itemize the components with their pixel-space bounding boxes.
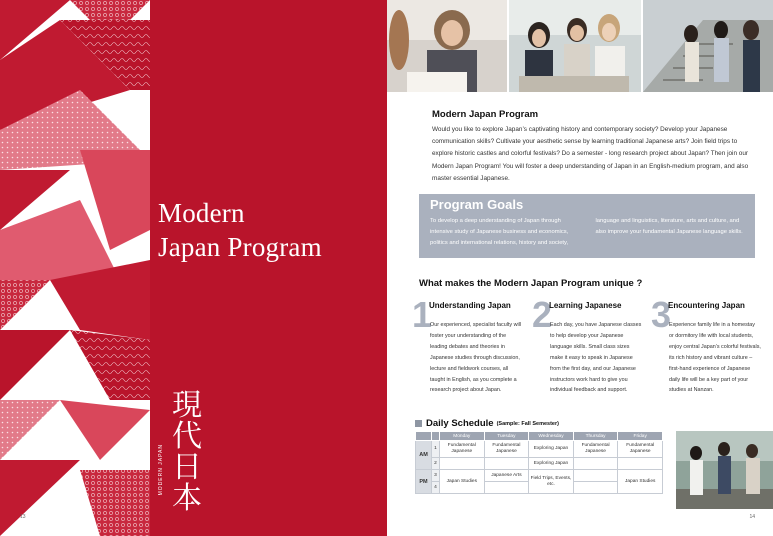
schedule-heading — [415, 418, 559, 429]
schedule-cell: Japan Studies — [440, 470, 485, 494]
feature-title: Encountering Japan — [668, 301, 745, 310]
schedule-table — [415, 431, 663, 494]
intro-paragraph: Would you like to explore Japan’s captivating history and contemporary society? Develop your Japanese communication skills? Cultivate your aesthetic sense by learning traditional Japanese arts? Join field trips to explore historic castles and colorful festivals? Do a semester - long research project about Japan? Then join our Modern Japan Program! You will foster a deep understanding of Japan in an English-medium program, and also master essential Japanese. — [432, 126, 749, 182]
day-header: Thursday — [573, 432, 618, 441]
right-page — [387, 0, 773, 536]
square-bullet-icon — [415, 420, 422, 427]
unique-heading: What makes the Modern Japan Program unique ? — [419, 278, 643, 289]
title-line-1: Modern — [158, 198, 245, 228]
schedule-corner — [416, 432, 432, 441]
feature-text: Our experienced, specialist faculty will foster your understanding of the leading debates and theories in Japanese studies through discussion, lecture and fieldwork courses, all taught in English, as you complete a research project about Japan. — [430, 322, 522, 394]
program-goals-text: To develop a deep understanding of Japan through intensive study of Japanese business and economics, politics and international relations, history and society, language and linguistics, literature, arts and culture, and also improve your fundamental Japanese language skills. — [430, 218, 743, 246]
feature-text: Experience family life in a homestay or dormitory life with local students, enjoy central Japan’s colorful festivals, its rich history and vibrant culture – first-hand experience of Japanese daily life will be a key part of your studies at Nanzan. — [669, 322, 761, 394]
schedule-cell: Field Trips, Events, etc. — [529, 470, 574, 494]
page-number-right: 14 — [749, 514, 755, 520]
day-header: Wednesday — [529, 432, 574, 441]
period-number: 3 — [432, 470, 440, 482]
photo-students-stairs — [643, 0, 773, 92]
japanese-title-romaji: MODERN JAPAN — [158, 444, 164, 496]
feature-title: Learning Japanese — [549, 301, 622, 310]
triangle-pattern-graphic — [0, 0, 150, 536]
feature-number: 1 — [412, 294, 433, 335]
table-row — [416, 458, 663, 470]
feature-title: Understanding Japan — [429, 301, 511, 310]
table-row — [416, 441, 663, 458]
am-label: AM — [416, 441, 432, 470]
schedule-cell — [573, 458, 618, 470]
schedule-header-row — [416, 432, 663, 441]
schedule-cell — [573, 470, 618, 482]
schedule-title: Daily Schedule — [426, 418, 494, 429]
table-row — [416, 470, 663, 482]
feature-number: 2 — [532, 294, 553, 335]
page-number-left: 13 — [20, 514, 26, 520]
day-header: Friday — [618, 432, 663, 441]
schedule-cell: Exploring Japan — [529, 441, 574, 458]
day-header: Tuesday — [484, 432, 529, 441]
schedule-cell — [618, 458, 663, 470]
period-number: 1 — [432, 441, 440, 458]
schedule-cell: Exploring Japan — [529, 458, 574, 470]
schedule-cell — [573, 482, 618, 494]
schedule-cell — [484, 482, 529, 494]
schedule-cell: Fundamental Japanese — [440, 441, 485, 458]
period-number: 2 — [432, 458, 440, 470]
schedule-cell: Fundamental Japanese — [618, 441, 663, 458]
program-goals-title: Program Goals — [430, 197, 524, 212]
program-goals-box — [419, 194, 755, 258]
schedule-cell — [440, 458, 485, 470]
japanese-title: 現代日本 — [172, 388, 202, 516]
day-header: Monday — [440, 432, 485, 441]
photo-strip — [387, 0, 773, 92]
schedule-sample-note: (Sample: Fall Semester) — [496, 420, 559, 427]
section-title: Modern Japan Program — [432, 109, 539, 120]
period-number: 4 — [432, 482, 440, 494]
title-line-2: Japan Program — [158, 232, 322, 262]
feature-text: Each day, you have Japanese classes to help develop your Japanese language skills. Small class sizes make it easy to speak in Japanese from the first day, and our Japanese instructors work hard to give you individual feedback and support. — [550, 322, 642, 394]
feature-number: 3 — [651, 294, 672, 335]
photo-students-walking — [676, 431, 773, 509]
schedule-cell: Fundamental Japanese — [484, 441, 529, 458]
schedule-cell: Japanese Arts — [484, 470, 529, 482]
left-page-title — [158, 196, 322, 264]
pm-label: PM — [416, 470, 432, 494]
schedule-cell: Japan Studies — [618, 470, 663, 494]
photo-students-reading — [387, 0, 507, 92]
schedule-corner — [432, 432, 440, 441]
triangle-pattern-panel — [0, 0, 150, 536]
photo-students-group — [509, 0, 641, 92]
schedule-cell — [484, 458, 529, 470]
schedule-cell: Fundamental Japanese — [573, 441, 618, 458]
